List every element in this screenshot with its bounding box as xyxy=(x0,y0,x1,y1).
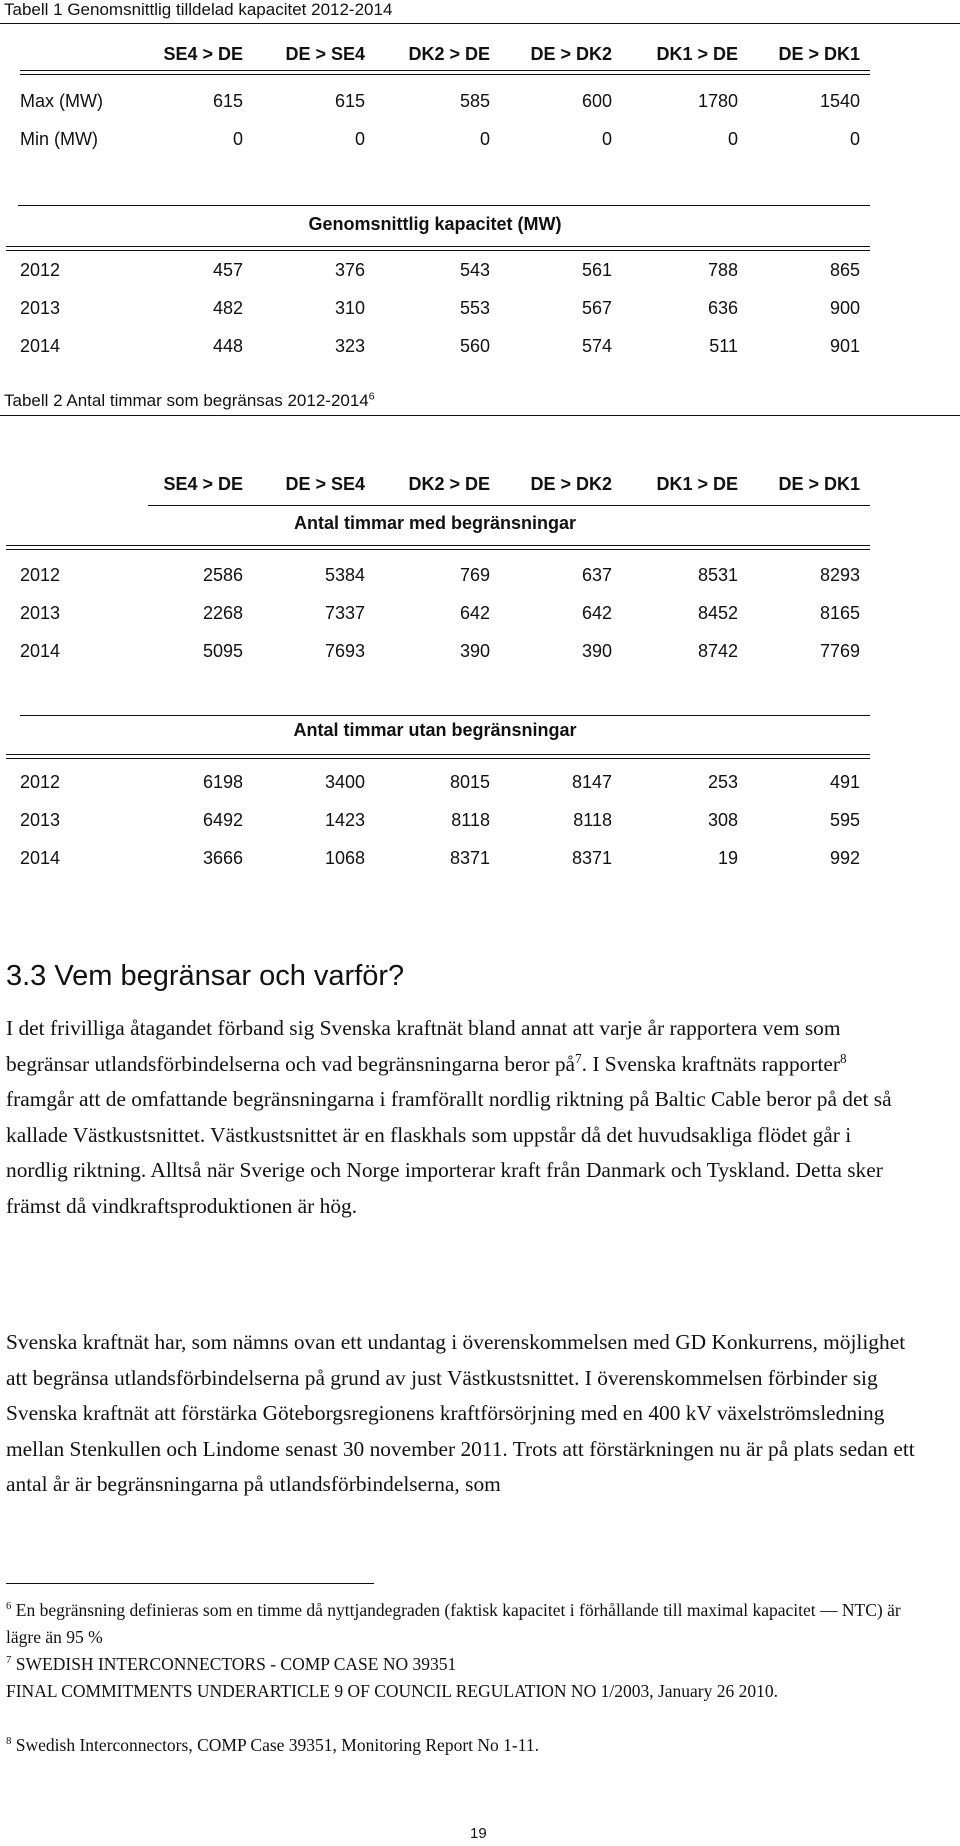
footnote-text: Swedish Interconnectors, COMP Case 39351, Monitoring Report No 1-11. xyxy=(15,1735,539,1755)
table-cell: 992 xyxy=(829,848,860,868)
table-cell: 376 xyxy=(334,260,365,280)
table-cell: 2268 xyxy=(202,603,243,623)
table-cell: 491 xyxy=(829,772,860,792)
table-cell: 6492 xyxy=(202,810,243,830)
table2-block1-double-rule xyxy=(6,545,870,550)
table-cell: 253 xyxy=(707,772,738,792)
table-cell: 2586 xyxy=(202,565,243,585)
table-cell: 8452 xyxy=(697,603,738,623)
table2-caption-rule xyxy=(0,415,960,416)
table1-sub-rule xyxy=(18,205,870,206)
table2-caption: Tabell 2 Antal timmar som begränsas 2012-2014$^6$ xyxy=(4,390,375,410)
table-cell: 769 xyxy=(459,565,490,585)
table-cell: 0 xyxy=(354,129,365,149)
table-cell: 642 xyxy=(459,603,490,623)
row-label: 2012 xyxy=(20,260,61,280)
table-cell: 900 xyxy=(829,298,860,318)
table-cell: 8293 xyxy=(819,565,860,585)
table-cell: 788 xyxy=(707,260,738,280)
table-cell: 5095 xyxy=(202,641,243,661)
row-label: 2012 xyxy=(20,772,61,792)
table-cell: 310 xyxy=(334,298,365,318)
footnote-text: FINAL COMMITMENTS UNDERARTICLE 9 OF COUNCIL REGULATION NO 1/2003, January 26 2010. xyxy=(6,1681,778,1701)
column-header: DK1 > DE xyxy=(656,474,738,494)
table-cell: 7693 xyxy=(324,641,365,661)
table1-header-double-rule xyxy=(20,70,870,75)
footnote-item xyxy=(6,1597,906,1651)
table-cell: 615 xyxy=(334,91,365,111)
section-title: 3.3 Vem begränsar och varför? xyxy=(6,960,405,992)
table-cell: 642 xyxy=(581,603,612,623)
row-label: 2012 xyxy=(20,565,61,585)
table-cell: 0 xyxy=(727,129,738,149)
section-paragraph-1: I det frivilliga åtagandet förband sig Svenska kraftnät bland annat att varje år rapportera vem som begränsar utlandsförbindelserna och vad begränsningarna beror $på^7$. I Svenska kraftnäts rapporter$^8$ framgår att de omfattande begränsningarna i framförallt nordlig riktning på Baltic Cable beror på det så kallade Västkustsnittet. Västkustsnittet är en flaskhals som uppstår då det huvudsakliga flödet går i nordlig riktning. Alltså när Sverige och Norge importerar kraft från Danmark och Tyskland. Detta sker främst då vindkraftsproduktionen är hög. xyxy=(6,1016,892,1218)
table-cell: 0 xyxy=(479,129,490,149)
table-cell: 615 xyxy=(212,91,243,111)
table-cell: 553 xyxy=(459,298,490,318)
table-cell: 308 xyxy=(707,810,738,830)
table-cell: 636 xyxy=(707,298,738,318)
table-cell: 7769 xyxy=(819,641,860,661)
footnote-item xyxy=(6,1678,906,1705)
table1-sub-double-rule xyxy=(6,246,870,251)
table-cell: 595 xyxy=(829,810,860,830)
table-cell: 901 xyxy=(829,336,860,356)
table-cell: 8371 xyxy=(449,848,490,868)
column-header: DE > DK1 xyxy=(778,474,860,494)
row-label: 2014 xyxy=(20,848,61,868)
footnote-number: 6 xyxy=(6,1600,12,1613)
table-cell: 8165 xyxy=(819,603,860,623)
table1-sub-heading: Genomsnittlig kapacitet (MW) xyxy=(308,214,562,234)
row-label: 2013 xyxy=(20,810,61,830)
column-header: DK1 > DE xyxy=(656,44,738,64)
table-cell: 8118 xyxy=(451,810,490,830)
table2-block2-heading: Antal timmar utan begränsningar xyxy=(293,720,577,740)
table-cell: 637 xyxy=(581,565,612,585)
table-cell: 0 xyxy=(232,129,243,149)
footnote-item xyxy=(6,1732,906,1759)
table-cell: 8371 xyxy=(571,848,612,868)
table-cell: 19 xyxy=(717,848,738,868)
table2-block2-top-rule xyxy=(20,715,870,716)
table1-caption: Tabell 1 Genomsnittlig tilldelad kapacitet 2012-2014 xyxy=(4,0,393,19)
table-cell: 8742 xyxy=(697,641,738,661)
table-cell: 7337 xyxy=(324,603,365,623)
table-cell: 585 xyxy=(459,91,490,111)
column-header: DK2 > DE xyxy=(408,44,490,64)
footnote-separator xyxy=(6,1583,374,1584)
table-cell: 8147 xyxy=(571,772,612,792)
table-cell: 8015 xyxy=(449,772,490,792)
table-cell: 390 xyxy=(581,641,612,661)
table-cell: 543 xyxy=(459,260,490,280)
table-cell: 561 xyxy=(581,260,612,280)
page-number: 19 xyxy=(470,1825,487,1842)
table-cell: 3666 xyxy=(202,848,243,868)
column-header: SE4 > DE xyxy=(163,474,243,494)
column-header: DE > SE4 xyxy=(285,44,365,64)
table2-block2-double-rule xyxy=(6,754,870,759)
row-label: 2013 xyxy=(20,603,61,623)
row-label: Min (MW) xyxy=(20,129,98,149)
table-cell: 6198 xyxy=(202,772,243,792)
footnote-number: 8 xyxy=(6,1735,12,1748)
table-cell: 1780 xyxy=(697,91,738,111)
table-cell: 448 xyxy=(212,336,243,356)
row-label: 2014 xyxy=(20,641,61,661)
footnote-text: SWEDISH INTERCONNECTORS - COMP CASE NO 39351 xyxy=(15,1654,457,1674)
table-cell: 0 xyxy=(849,129,860,149)
column-header: DE > SE4 xyxy=(285,474,365,494)
row-label: 2014 xyxy=(20,336,61,356)
footnote-item xyxy=(6,1651,906,1678)
footnote-text: En begränsning definieras som en timme då nyttjandegraden (faktisk kapacitet i förhållande till maximal kapacitet — NTC) är lägre än 95 % xyxy=(6,1600,901,1647)
column-header: SE4 > DE xyxy=(163,44,243,64)
table-cell: 1540 xyxy=(819,91,860,111)
column-header: DE > DK2 xyxy=(530,474,612,494)
table-cell: 3400 xyxy=(324,772,365,792)
table2-block1-heading: Antal timmar med begränsningar xyxy=(293,513,577,533)
row-label: Max (MW) xyxy=(20,91,103,111)
table-cell: 567 xyxy=(581,298,612,318)
table-cell: 574 xyxy=(581,336,612,356)
table-cell: 1068 xyxy=(324,848,365,868)
section-paragraph-2: Svenska kraftnät har, som nämns ovan ett undantag i överenskommelsen med GD Konkurrens, möjlighet att begränsa utlandsförbindelserna på grund av just Västkustsnittet. I överenskommelsen förbinder sig Svenska kraftnät att förstärka Göteborgsregionens kraftförsörjning med en 400 kV växelströmsledning mellan Stenkullen och Lindome senast 30 november 2011. Trots att förstärkningen nu är på plats sedan ett antal år är begränsningarna på utlandsförbindelserna, som xyxy=(6,1330,915,1497)
table1-caption-rule xyxy=(0,23,960,24)
table-cell: 323 xyxy=(334,336,365,356)
table-cell: 482 xyxy=(212,298,243,318)
row-label: 2013 xyxy=(20,298,61,318)
table-cell: 8118 xyxy=(573,810,612,830)
table-cell: 560 xyxy=(459,336,490,356)
table-cell: 0 xyxy=(601,129,612,149)
table2-block1-top-rule xyxy=(148,505,870,506)
footnote-number: 7 xyxy=(6,1654,12,1667)
table-cell: 457 xyxy=(212,260,243,280)
table-cell: 600 xyxy=(581,91,612,111)
column-header: DE > DK1 xyxy=(778,44,860,64)
table-cell: 5384 xyxy=(324,565,365,585)
column-header: DK2 > DE xyxy=(408,474,490,494)
table-cell: 865 xyxy=(829,260,860,280)
table-cell: 1423 xyxy=(324,810,365,830)
table-cell: 8531 xyxy=(697,565,738,585)
table-cell: 511 xyxy=(709,336,738,356)
table-cell: 390 xyxy=(459,641,490,661)
column-header: DE > DK2 xyxy=(530,44,612,64)
